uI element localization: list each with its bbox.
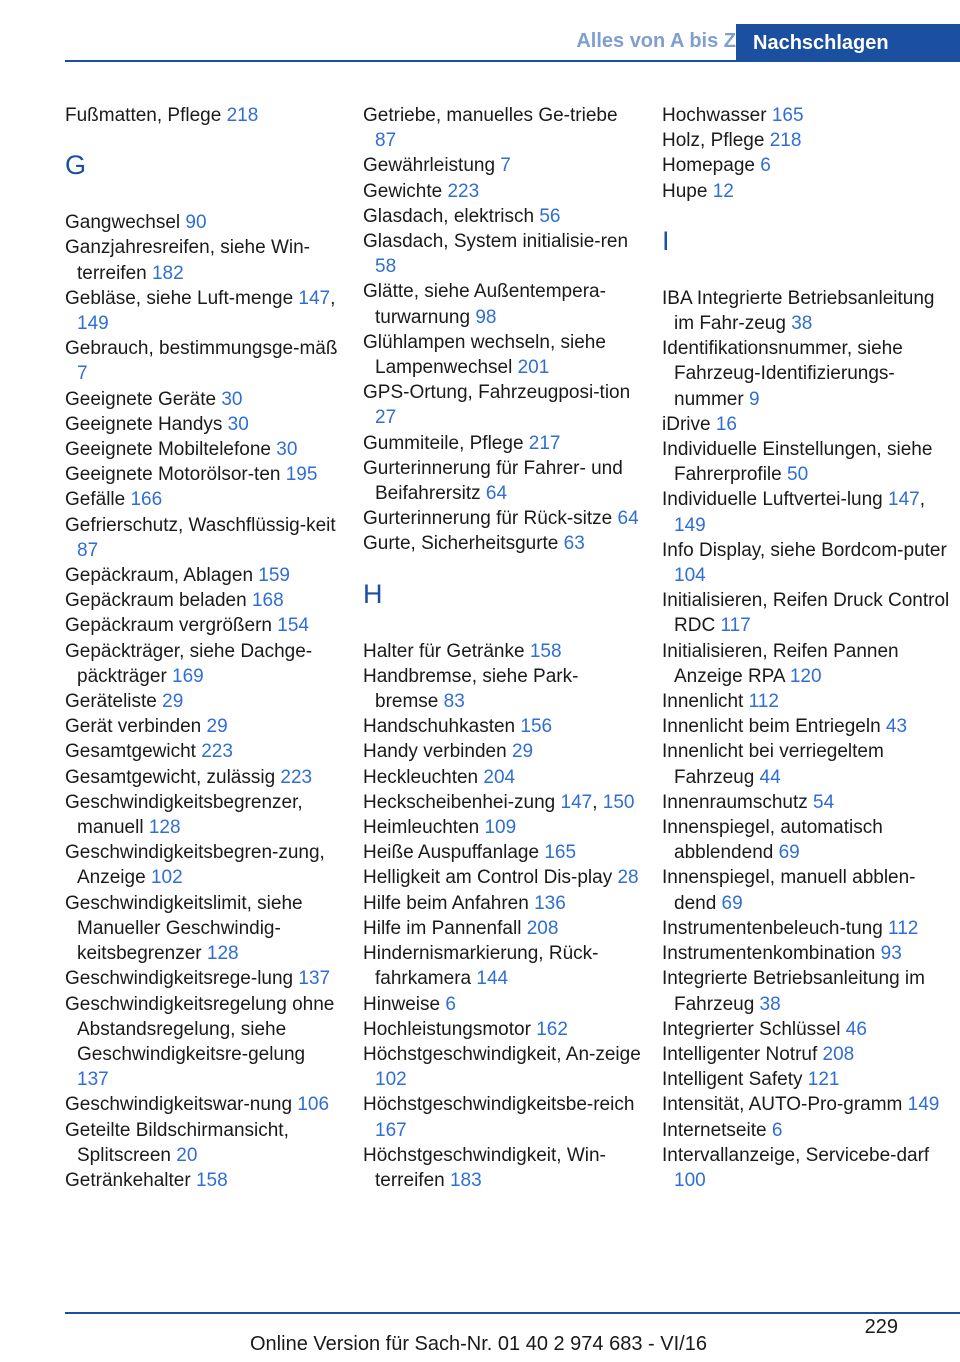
page-reference-link[interactable]: 100 bbox=[674, 1169, 706, 1191]
index-term: Innenlicht bei verriegeltem Fahrzeug bbox=[662, 741, 884, 788]
index-term: Geschwindigkeitsregelung ohne Abstandsregelung, siehe Geschwindigkeitsre‐gelung bbox=[65, 993, 335, 1065]
index-term: Handy verbinden bbox=[363, 741, 512, 763]
index-entry bbox=[662, 103, 954, 128]
page-reference-link[interactable]: 102 bbox=[375, 1069, 407, 1091]
page-reference-link[interactable]: 117 bbox=[720, 615, 751, 637]
index-entry bbox=[363, 153, 641, 178]
index-term: Heimleuchten bbox=[363, 817, 485, 839]
page-reference-link[interactable]: 183 bbox=[449, 1169, 482, 1191]
page-reference-link[interactable]: 147 bbox=[560, 791, 593, 813]
index-entry bbox=[363, 865, 641, 890]
page-reference-link[interactable]: 69 bbox=[721, 892, 743, 914]
page-reference-link[interactable]: 29 bbox=[511, 741, 534, 763]
index-term: Innenspiegel, manuell abblen‐dend bbox=[662, 867, 916, 914]
index-term: Geschwindigkeitsbegrenzer, manuell bbox=[65, 791, 303, 839]
index-term: Gangwechsel bbox=[65, 212, 186, 234]
index-term: Internetseite bbox=[662, 1119, 772, 1141]
index-term: Geeignete Handys bbox=[65, 413, 228, 435]
index-term: Gebrauch, bestimmungsge‐mäß bbox=[65, 338, 338, 360]
index-term: Halter für Getränke bbox=[363, 640, 530, 662]
index-entry bbox=[662, 1017, 954, 1042]
page-reference-link[interactable]: 158 bbox=[195, 1169, 228, 1191]
index-term: GPS-Ortung, Fahrzeugposi‐tion bbox=[363, 382, 631, 404]
index-entry bbox=[662, 815, 954, 865]
index-term: Hochwasser bbox=[662, 105, 772, 126]
index-term: Geeignete Mobiltelefone bbox=[65, 439, 277, 461]
page-reference-link[interactable]: 27 bbox=[375, 407, 397, 429]
page-reference-link[interactable]: 147 bbox=[298, 287, 331, 309]
page-reference-link[interactable]: 9 bbox=[748, 388, 760, 410]
index-entry bbox=[65, 891, 340, 967]
page-reference-link[interactable]: 64 bbox=[617, 508, 639, 530]
index-term: Getriebe, manuelles Ge‐triebe bbox=[363, 105, 618, 126]
index-term: Gewichte bbox=[363, 180, 448, 202]
index-term: Glätte, siehe Außentempera‐turwarnung bbox=[363, 281, 606, 328]
page-reference-link[interactable]: 20 bbox=[176, 1144, 198, 1166]
index-entry bbox=[363, 891, 641, 916]
page-reference-link[interactable]: 147 bbox=[888, 489, 920, 511]
index-column-3 bbox=[662, 103, 954, 1193]
index-entry bbox=[662, 689, 954, 714]
page-reference-link[interactable]: 6 bbox=[445, 993, 456, 1015]
page-reference-link[interactable]: 58 bbox=[375, 256, 397, 278]
page-reference-link[interactable]: 6 bbox=[771, 1119, 783, 1141]
page-reference-link[interactable]: 223 bbox=[280, 766, 313, 788]
index-entry bbox=[662, 1092, 954, 1117]
index-term: Innenlicht beim Entriegeln bbox=[662, 716, 886, 738]
index-term: Geteilte Bildschirmansicht, Splitscreen bbox=[65, 1119, 289, 1166]
index-term: Gefrierschutz, Waschflüssig‐keit bbox=[65, 514, 336, 536]
index-term: Geschwindigkeitslimit, siehe Manueller Geschwindig‐keitsbegrenzer bbox=[65, 892, 303, 965]
index-term: Gesamtgewicht bbox=[65, 741, 202, 763]
index-entry bbox=[662, 739, 954, 789]
index-term: Hilfe im Pannenfall bbox=[363, 917, 527, 939]
index-entry bbox=[363, 380, 641, 430]
index-term: Hindernismarkierung, Rück‐fahrkamera bbox=[363, 943, 599, 990]
index-term: Identifikationsnummer, siehe Fahrzeug-Identifizierungs‐nummer bbox=[662, 338, 903, 410]
index-entry bbox=[65, 790, 340, 840]
page-reference-link[interactable]: 87 bbox=[77, 539, 99, 561]
index-entry: Gebläse, siehe Luft‐menge 147, 149 bbox=[65, 287, 336, 335]
index-entry bbox=[662, 1067, 954, 1092]
index-entry bbox=[65, 103, 340, 128]
index-entry bbox=[662, 286, 954, 336]
index-term: Höchstgeschwindigkeit, Win‐terreifen bbox=[363, 1144, 606, 1191]
index-entry bbox=[662, 1042, 954, 1067]
index-entry bbox=[65, 765, 340, 790]
page-reference-link[interactable]: 128 bbox=[206, 943, 239, 965]
index-term: Hochleistungsmotor bbox=[363, 1018, 537, 1040]
index-term: Intelligent Safety bbox=[662, 1069, 808, 1091]
page-reference-link[interactable]: 30 bbox=[221, 388, 243, 410]
page-reference-link[interactable]: 204 bbox=[483, 766, 516, 788]
index-entry bbox=[65, 336, 340, 386]
page-reference-link[interactable]: 7 bbox=[77, 363, 88, 385]
index-entry bbox=[662, 916, 954, 941]
index-entry: Individuelle Luftvertei‐lung 147, 149 bbox=[662, 489, 926, 536]
index-entry bbox=[65, 563, 340, 588]
index-term: Handbremse, siehe Park‐bremse bbox=[363, 665, 579, 713]
index-term: Heiße Auspuffanlage bbox=[363, 842, 545, 864]
index-entry bbox=[662, 336, 954, 412]
index-entry bbox=[363, 204, 641, 229]
index-entry bbox=[65, 487, 340, 512]
index-term: Info Display, siehe Bordcom‐puter bbox=[662, 539, 947, 561]
page-reference-link[interactable]: 128 bbox=[148, 817, 181, 839]
index-term: Heckleuchten bbox=[363, 766, 484, 788]
page-reference-link[interactable]: 16 bbox=[715, 413, 737, 435]
page-reference-link[interactable]: 12 bbox=[712, 180, 734, 202]
index-entry bbox=[65, 739, 340, 764]
page-header bbox=[0, 0, 960, 62]
page-reference-link[interactable]: 109 bbox=[484, 817, 517, 839]
index-term: Intelligenter Notruf bbox=[662, 1043, 823, 1065]
index-term: Geeignete Motorölsor‐ten bbox=[65, 464, 286, 486]
page-reference-link[interactable]: 30 bbox=[227, 413, 249, 435]
page-reference-link[interactable]: 162 bbox=[536, 1018, 568, 1040]
index-term: Intensität, AUTO-Pro‐gramm bbox=[662, 1094, 908, 1116]
index-entry bbox=[662, 538, 954, 588]
index-entry bbox=[65, 639, 340, 689]
page-reference-link[interactable]: 44 bbox=[759, 766, 781, 788]
page-reference-link[interactable]: 90 bbox=[185, 212, 207, 234]
index-entry bbox=[65, 437, 340, 462]
index-letter-heading: I bbox=[662, 225, 670, 256]
index-entry bbox=[662, 412, 954, 437]
page-reference-link[interactable]: 158 bbox=[529, 640, 562, 662]
index-entry bbox=[65, 513, 340, 563]
index-entry bbox=[65, 462, 340, 487]
page-reference-link[interactable]: 168 bbox=[251, 590, 284, 612]
page-reference-link[interactable]: 56 bbox=[539, 205, 561, 227]
page-reference-link[interactable]: 38 bbox=[791, 313, 813, 335]
index-entry bbox=[65, 1092, 340, 1117]
index-term: Homepage bbox=[662, 155, 761, 177]
index-entry bbox=[65, 689, 340, 714]
index-entry bbox=[65, 840, 340, 890]
index-entry bbox=[662, 588, 954, 638]
index-entry bbox=[662, 941, 954, 966]
index-entry bbox=[363, 229, 641, 279]
index-term: Instrumentenbeleuch‐tung bbox=[662, 917, 889, 939]
page-reference-link[interactable]: 121 bbox=[807, 1069, 840, 1091]
index-column-2 bbox=[363, 103, 641, 1193]
page-reference-link[interactable]: 150 bbox=[602, 791, 635, 813]
index-term: Gefälle bbox=[65, 489, 131, 511]
index-term: Glühlampen wechseln, siehe Lampenwechsel bbox=[363, 331, 606, 379]
index-term: Individuelle Luftvertei‐lung bbox=[662, 489, 889, 511]
page-reference-link[interactable]: 137 bbox=[298, 968, 331, 990]
index-entry bbox=[662, 865, 954, 915]
index-term: Gepäckraum beladen bbox=[65, 590, 252, 612]
index-entry bbox=[363, 941, 641, 991]
chapter-tab[interactable]: Nachschlagen bbox=[736, 24, 960, 62]
index-term: Helligkeit am Control Dis‐play bbox=[363, 867, 618, 889]
page-reference-link[interactable]: 182 bbox=[151, 262, 184, 284]
page-reference-link[interactable]: 43 bbox=[885, 716, 908, 738]
page-reference-link[interactable]: 29 bbox=[162, 691, 184, 713]
index-entry bbox=[65, 966, 340, 991]
page-reference-link[interactable]: 136 bbox=[534, 892, 566, 914]
page-reference-link[interactable]: 137 bbox=[77, 1069, 109, 1091]
index-entry bbox=[363, 739, 641, 764]
page-reference-link[interactable]: 38 bbox=[759, 993, 781, 1015]
index-term: Heckscheibenhei‐zung bbox=[363, 791, 561, 813]
index-entry bbox=[65, 1168, 340, 1193]
index-entry bbox=[363, 1143, 641, 1193]
index-term: Initialisieren, Reifen Pannen Anzeige RPA bbox=[662, 640, 899, 687]
index-entry bbox=[363, 714, 641, 739]
index-term: Gebläse, siehe Luft‐menge bbox=[65, 287, 299, 309]
index-term: Integrierte Betriebsanleitung im Fahrzeug bbox=[662, 968, 925, 1015]
page-reference-link[interactable]: 195 bbox=[285, 464, 318, 486]
page-reference-link[interactable]: 167 bbox=[375, 1119, 407, 1141]
header-rule bbox=[65, 60, 960, 62]
page-reference-link[interactable]: 98 bbox=[475, 306, 497, 328]
page-reference-link[interactable]: 50 bbox=[787, 464, 809, 486]
index-entry: Heckscheibenhei‐zung 147, 150 bbox=[363, 791, 635, 813]
index-term: Hilfe beim Anfahren bbox=[363, 892, 535, 914]
index-term: Gerät verbinden bbox=[65, 716, 207, 738]
index-term: Gummiteile, Pflege bbox=[363, 432, 529, 454]
index-entry bbox=[662, 1118, 954, 1143]
page-reference-link[interactable]: 149 bbox=[674, 514, 706, 536]
index-entry bbox=[363, 1092, 641, 1142]
index-entry bbox=[65, 613, 340, 638]
page-reference-link[interactable]: 208 bbox=[526, 917, 559, 939]
index-term: Höchstgeschwindigkeitsbe‐reich bbox=[363, 1094, 635, 1116]
index-term: Hinweise bbox=[363, 993, 446, 1015]
page-reference-link[interactable]: 218 bbox=[769, 130, 802, 152]
index-term: Geräteliste bbox=[65, 691, 163, 713]
index-entry bbox=[363, 456, 641, 506]
index-term: Integrierter Schlüssel bbox=[662, 1018, 846, 1040]
page-footer bbox=[0, 1300, 960, 1362]
index-term: Initialisieren, Reifen Druck Control RDC bbox=[662, 590, 950, 637]
index-entry bbox=[65, 235, 340, 285]
page-reference-link[interactable]: 102 bbox=[150, 867, 183, 889]
index-term: Individuelle Einstellungen, siehe Fahrerprofile bbox=[662, 439, 933, 486]
page-reference-link[interactable]: 87 bbox=[375, 130, 397, 152]
index-entry bbox=[363, 916, 641, 941]
index-entry bbox=[65, 1118, 340, 1168]
page-reference-link[interactable]: 106 bbox=[297, 1094, 330, 1116]
index-entry bbox=[363, 179, 641, 204]
index-entry bbox=[662, 179, 954, 204]
index-entry bbox=[65, 387, 340, 412]
index-entry bbox=[662, 1143, 954, 1193]
index-entry bbox=[363, 506, 641, 531]
index-term: IBA Integrierte Betriebsanleitung im Fahr‐zeug bbox=[662, 287, 935, 335]
index-term: Intervallanzeige, Servicebe‐darf bbox=[662, 1144, 930, 1166]
index-entry bbox=[363, 815, 641, 840]
index-term: Gewährleistung bbox=[363, 155, 501, 177]
index-entry bbox=[363, 531, 641, 556]
index-term: Gurterinnerung für Rück‐sitze bbox=[363, 508, 618, 530]
index-term: Gepäckträger, siehe Dachge‐päckträger bbox=[65, 640, 313, 687]
page-reference-link[interactable]: 120 bbox=[789, 665, 822, 687]
page-reference-link[interactable]: 156 bbox=[520, 716, 553, 738]
index-term: Gepäckraum, Ablagen bbox=[65, 565, 259, 587]
index-entry bbox=[65, 412, 340, 437]
index-entry bbox=[363, 840, 641, 865]
index-entry bbox=[662, 639, 954, 689]
index-term: Handschuhkasten bbox=[363, 716, 521, 738]
page-reference-link[interactable]: 218 bbox=[226, 105, 259, 126]
index-entry bbox=[65, 992, 340, 1093]
index-term: Gepäckraum vergrößern bbox=[65, 615, 278, 637]
page-reference-link[interactable]: 217 bbox=[528, 432, 561, 454]
index-entry bbox=[65, 714, 340, 739]
page-reference-link[interactable]: 208 bbox=[822, 1043, 855, 1065]
page-reference-link[interactable]: 7 bbox=[500, 155, 511, 177]
index-term: Gurte, Sicherheitsgurte bbox=[363, 533, 564, 555]
index-entry bbox=[363, 664, 641, 714]
page-reference-link[interactable]: 223 bbox=[201, 741, 233, 763]
page-reference-link[interactable]: 29 bbox=[206, 716, 228, 738]
index-term: Hupe bbox=[662, 180, 713, 202]
index-entry bbox=[662, 128, 954, 153]
index-term: Geschwindigkeitsbegren‐zung, Anzeige bbox=[65, 842, 325, 889]
index-term: Innenlicht bbox=[662, 691, 749, 713]
page-reference-link[interactable]: 112 bbox=[888, 917, 919, 939]
page-reference-link[interactable]: 165 bbox=[771, 105, 804, 126]
page-reference-link[interactable]: 30 bbox=[276, 439, 298, 461]
index-term: Geschwindigkeitsrege‐lung bbox=[65, 968, 299, 990]
page-reference-link[interactable]: 149 bbox=[907, 1094, 940, 1116]
index-term: Fußmatten, Pflege bbox=[65, 105, 227, 126]
index-column-1 bbox=[65, 103, 340, 1193]
page-reference-link[interactable]: 69 bbox=[778, 842, 800, 864]
page-reference-link[interactable]: 104 bbox=[674, 565, 706, 587]
page-reference-link[interactable]: 54 bbox=[813, 791, 835, 813]
index-entry bbox=[363, 992, 641, 1017]
section-title: Alles von A bis Z bbox=[576, 30, 736, 52]
page-reference-link[interactable]: 223 bbox=[447, 180, 480, 202]
page-reference-link[interactable]: 64 bbox=[485, 483, 508, 505]
index-term: Glasdach, elektrisch bbox=[363, 205, 540, 227]
index-term: Geeignete Geräte bbox=[65, 388, 222, 410]
index-letter-heading: H bbox=[363, 578, 383, 609]
index-term: Innenspiegel, automatisch abblendend bbox=[662, 817, 883, 864]
index-entry bbox=[662, 966, 954, 1016]
index-term: iDrive bbox=[662, 413, 716, 435]
index-entry bbox=[363, 330, 641, 380]
page-reference-link[interactable]: 169 bbox=[172, 665, 204, 687]
index-letter-heading: G bbox=[65, 150, 87, 181]
page-reference-link[interactable]: 144 bbox=[476, 968, 509, 990]
page-reference-link[interactable]: 63 bbox=[563, 533, 585, 555]
page-reference-link[interactable]: 154 bbox=[277, 615, 309, 637]
page-reference-link[interactable]: 159 bbox=[258, 565, 290, 587]
index-entry bbox=[363, 279, 641, 329]
index-term: Gesamtgewicht, zulässig bbox=[65, 766, 281, 788]
index-entry bbox=[363, 103, 641, 153]
page-reference-link[interactable]: 93 bbox=[880, 943, 902, 965]
index-term: Innenraumschutz bbox=[662, 791, 814, 813]
index-entry bbox=[662, 437, 954, 487]
online-version-note: Online Version für Sach-Nr. 01 40 2 974 683 - VI/16 bbox=[250, 1333, 707, 1355]
index-entry bbox=[662, 790, 954, 815]
index-term: Ganzjahresreifen, siehe Win‐terreifen bbox=[65, 237, 310, 284]
index-term: Höchstgeschwindigkeit, An‐zeige bbox=[363, 1043, 641, 1065]
page-reference-link[interactable]: 166 bbox=[130, 489, 163, 511]
footer-rule bbox=[65, 1312, 960, 1314]
index-entry bbox=[65, 588, 340, 613]
index-term: Gurterinnerung für Fahrer- und Beifahrersitz bbox=[363, 457, 623, 505]
page-reference-link[interactable]: 83 bbox=[443, 691, 465, 713]
index-entry bbox=[363, 765, 641, 790]
index-entry bbox=[662, 714, 954, 739]
index-term: Instrumentenkombination bbox=[662, 943, 881, 965]
page-reference-link[interactable]: 28 bbox=[617, 867, 639, 889]
index-term: Getränkehalter bbox=[65, 1169, 196, 1191]
index-entry bbox=[363, 1042, 641, 1092]
index-entry bbox=[363, 431, 641, 456]
index-term: Geschwindigkeitswar‐nung bbox=[65, 1094, 298, 1116]
index-entry bbox=[363, 1017, 641, 1042]
index-term: Glasdach, System initialisie‐ren bbox=[363, 231, 629, 253]
page-reference-link[interactable]: 112 bbox=[748, 691, 779, 713]
page-reference-link[interactable]: 149 bbox=[77, 313, 109, 335]
index-entry bbox=[662, 153, 954, 178]
index-entry bbox=[65, 210, 340, 235]
page-number: 229 bbox=[864, 1316, 898, 1338]
index-entry bbox=[363, 639, 641, 664]
page-reference-link[interactable]: 165 bbox=[544, 842, 577, 864]
page-reference-link[interactable]: 201 bbox=[517, 357, 550, 379]
page-reference-link[interactable]: 46 bbox=[845, 1018, 867, 1040]
page-reference-link[interactable]: 6 bbox=[760, 155, 771, 177]
index-term: Holz, Pflege bbox=[662, 130, 770, 152]
